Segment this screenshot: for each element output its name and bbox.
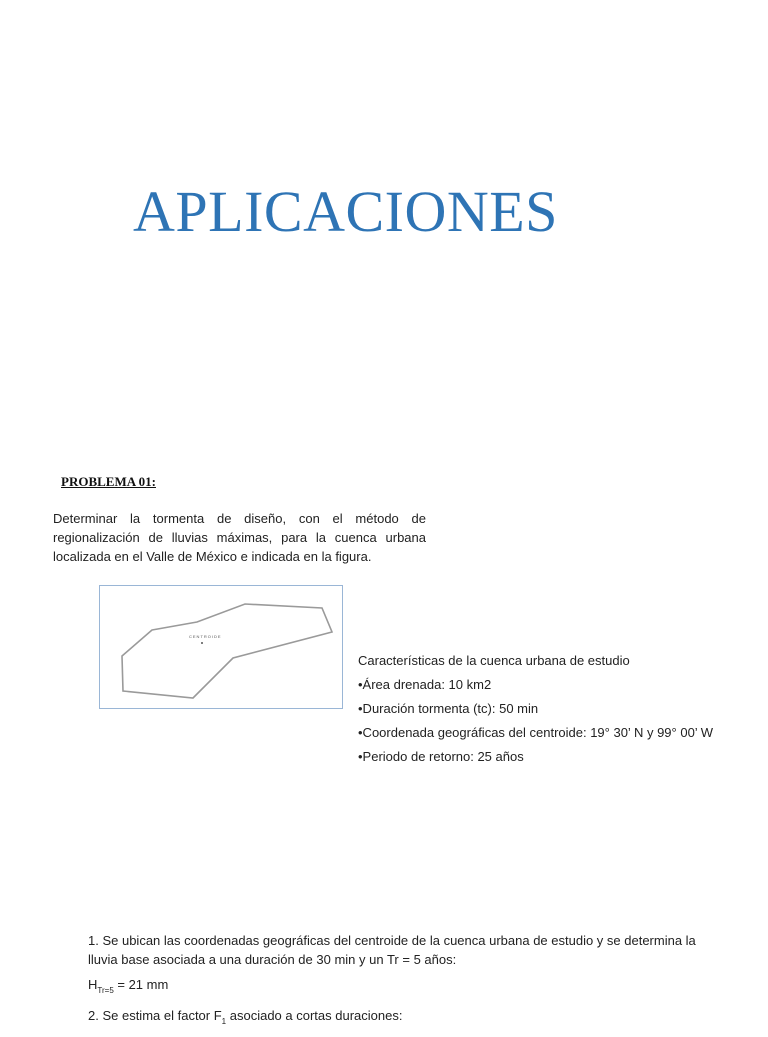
formula-subscript: Tr=5 <box>97 986 114 995</box>
step-2-subscript: 1 <box>221 1017 227 1026</box>
page-title: APLICACIONES <box>133 179 558 244</box>
step-2-main: 2. Se estima el factor F <box>88 1008 222 1023</box>
characteristic-coordinates: •Coordenada geográficas del centroide: 19° 30’ N y 99° 00’ W <box>358 725 714 740</box>
formula-symbol: H <box>88 977 98 992</box>
basin-figure <box>99 585 343 709</box>
step-1-text: 1. Se ubican las coordenadas geográficas del centroide de la cuenca urbana de estudio y se determina la lluvia base asociada a una duración de 30 min y un Tr = 5 años: <box>88 933 696 967</box>
solution-steps <box>88 931 698 1037</box>
base-rainfall-formula <box>88 975 698 1000</box>
centroid-label: CENTROIDE <box>189 634 222 639</box>
centroid-marker <box>201 642 203 644</box>
characteristic-area: •Área drenada: 10 km2 <box>358 677 492 692</box>
characteristic-return-period: •Periodo de retorno: 25 años <box>358 749 524 764</box>
problem-heading: PROBLEMA 01: <box>61 474 156 489</box>
characteristics-heading: Características de la cuenca urbana de estudio <box>358 653 630 668</box>
basin-outline <box>100 586 342 708</box>
characteristic-duration: •Duración tormenta (tc): 50 min <box>358 701 539 716</box>
basin-characteristics <box>358 652 734 772</box>
step-2-rest: asociado a cortas duraciones: <box>226 1008 403 1023</box>
formula-value: = 21 mm <box>113 977 169 992</box>
problem-statement: Determinar la tormenta de diseño, con el método de regionalización de lluvias máximas, para la cuenca urbana localizada en el Valle de México e indicada en la figura. <box>53 511 426 564</box>
step-2-text <box>88 1006 698 1031</box>
